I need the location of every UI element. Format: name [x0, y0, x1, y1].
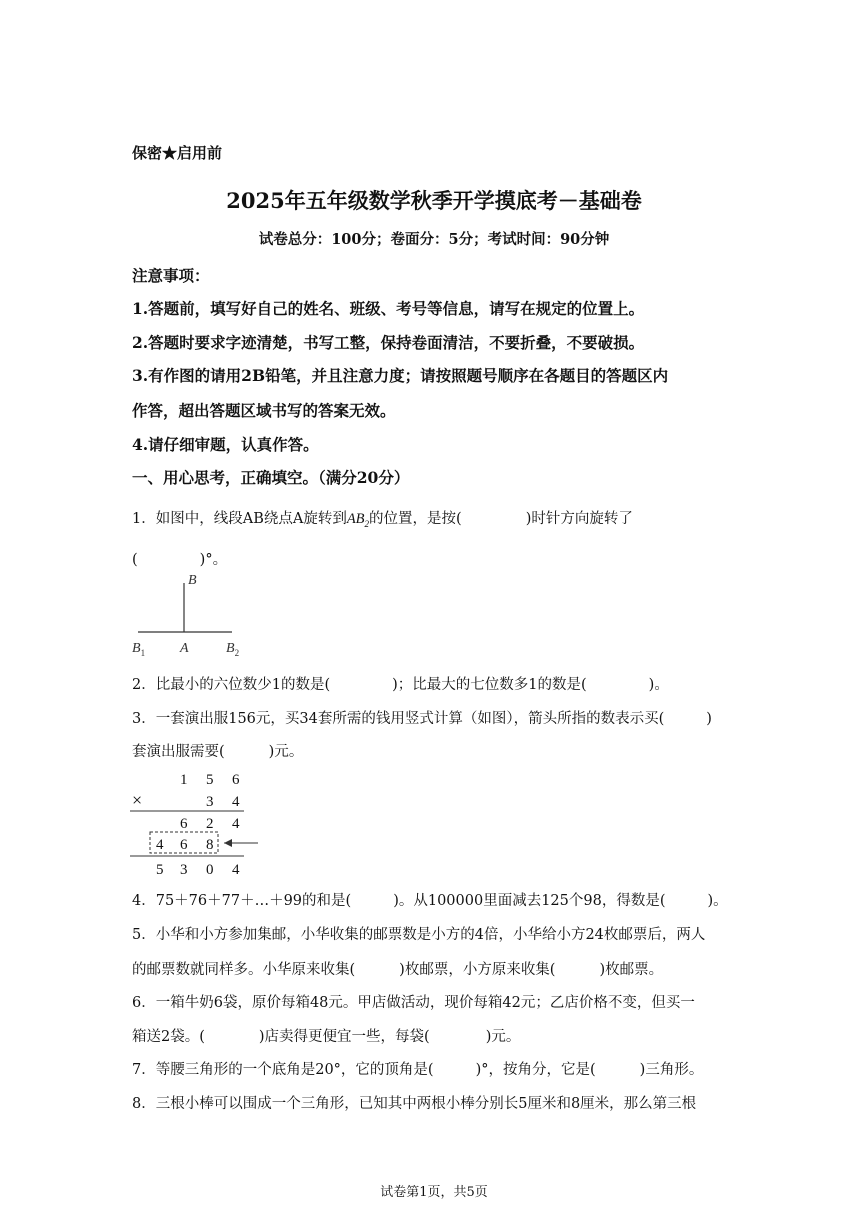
question-text: )。 — [707, 893, 728, 909]
confidential-label: 保密★启用前 — [132, 144, 223, 162]
question-text: ) — [706, 711, 712, 727]
question-6-cont — [132, 1025, 520, 1046]
digit: 3 — [180, 862, 188, 878]
section-heading: 一、用心思考，正确填空。（满分20分） — [132, 468, 410, 487]
question-text: )枚邮票，小方原来收集( — [399, 962, 556, 978]
rotation-figure — [128, 568, 258, 664]
digit: 0 — [206, 862, 214, 878]
label-a: A — [180, 641, 189, 656]
digit: 4 — [232, 816, 240, 832]
page-title: 2025年五年级数学秋季开学摸底考－基础卷 — [226, 188, 642, 213]
question-1-cont — [132, 548, 227, 569]
digit: 1 — [180, 772, 188, 788]
label-b2: $B_2$ — [226, 641, 240, 658]
arrow-head-icon — [224, 839, 232, 847]
question-text: )时针方向旋转了 — [525, 511, 633, 527]
note-item: 1.答题前，填写好自己的姓名、班级、考号等信息，请写在规定的位置上。 — [132, 299, 645, 318]
question-text: 箱送2袋。( — [132, 1029, 205, 1045]
question-text: )元。 — [268, 744, 304, 760]
question-text: )店卖得更便宜一些，每袋( — [258, 1029, 430, 1045]
question-text: )元。 — [485, 1029, 521, 1045]
question-4 — [132, 889, 728, 910]
math-ab2: $AB_2$ — [346, 511, 370, 529]
notes-heading: 注意事项： — [132, 266, 210, 285]
note-item: 2.答题时要求字迹清楚，书写工整，保持卷面清洁，不要折叠，不要破损。 — [132, 333, 645, 352]
question-2 — [132, 673, 669, 694]
digit: 4 — [156, 837, 164, 853]
question-text: )枚邮票。 — [599, 962, 664, 978]
exam-info: 试卷总分：100分；卷面分：5分；考试时间：90分钟 — [258, 231, 610, 248]
question-text: 2．比最小的六位数少1的数是( — [132, 677, 331, 693]
question-text: )。从100000里面减去125个98，得数是( — [393, 893, 666, 909]
digit: 8 — [206, 837, 214, 853]
question-text: ( — [132, 552, 138, 568]
question-5: 5．小华和小方参加集邮，小华收集的邮票数是小方的4倍，小华给小方24枚邮票后，两人 — [132, 927, 706, 943]
note-item: 作答，超出答题区域书写的答案无效。 — [132, 401, 396, 420]
question-text: 的邮票数就同样多。小华原来收集( — [132, 962, 356, 978]
digit: 6 — [232, 772, 240, 788]
question-5-cont — [132, 958, 663, 979]
question-text: )。 — [648, 677, 669, 693]
label-b1: $B_1$ — [132, 641, 146, 658]
question-text: )°。 — [199, 552, 228, 568]
digit: 3 — [206, 794, 214, 810]
digit: 6 — [180, 816, 188, 832]
digit: 2 — [206, 816, 214, 832]
vertical-multiplication — [128, 764, 268, 880]
question-text: 4．75＋76＋77＋…＋99的和是( — [132, 893, 352, 909]
question-text: )三角形。 — [639, 1062, 704, 1078]
question-3 — [132, 707, 712, 728]
question-text: )；比最大的七位数多1的数是( — [392, 677, 587, 693]
question-1 — [132, 507, 633, 529]
question-7 — [132, 1058, 703, 1079]
digit: 5 — [206, 772, 214, 788]
question-text: 的位置，是按( — [369, 511, 462, 527]
digit: 5 — [156, 862, 164, 878]
question-6: 6．一箱牛奶6袋，原价每箱48元。甲店做活动，现价每箱42元；乙店价格不变，但买一 — [132, 995, 695, 1011]
digit: 4 — [232, 794, 240, 810]
question-text: 3．一套演出服156元，买34套所需的钱用竖式计算（如图），箭头所指的数表示买( — [132, 711, 665, 727]
question-3-cont — [132, 740, 303, 761]
question-text: )°，按角分，它是( — [475, 1062, 596, 1078]
digit: 4 — [232, 862, 240, 878]
digit: 6 — [180, 837, 188, 853]
question-text: 1．如图中，线段AB绕点A旋转到 — [132, 511, 347, 527]
label-b: B — [188, 573, 197, 588]
note-item: 4.请仔细审题，认真作答。 — [132, 435, 319, 454]
page-footer: 试卷第1页，共5页 — [380, 1185, 488, 1200]
times-sign: × — [132, 790, 143, 810]
question-text: 7．等腰三角形的一个底角是20°，它的顶角是( — [132, 1062, 434, 1078]
question-text: 套演出服需要( — [132, 744, 225, 760]
question-8: 8．三根小棒可以围成一个三角形，已知其中两根小棒分别长5厘米和8厘米，那么第三根 — [132, 1096, 697, 1112]
note-item: 3.有作图的请用2B铅笔，并且注意力度；请按照题号顺序在各题目的答题区内 — [132, 366, 669, 385]
